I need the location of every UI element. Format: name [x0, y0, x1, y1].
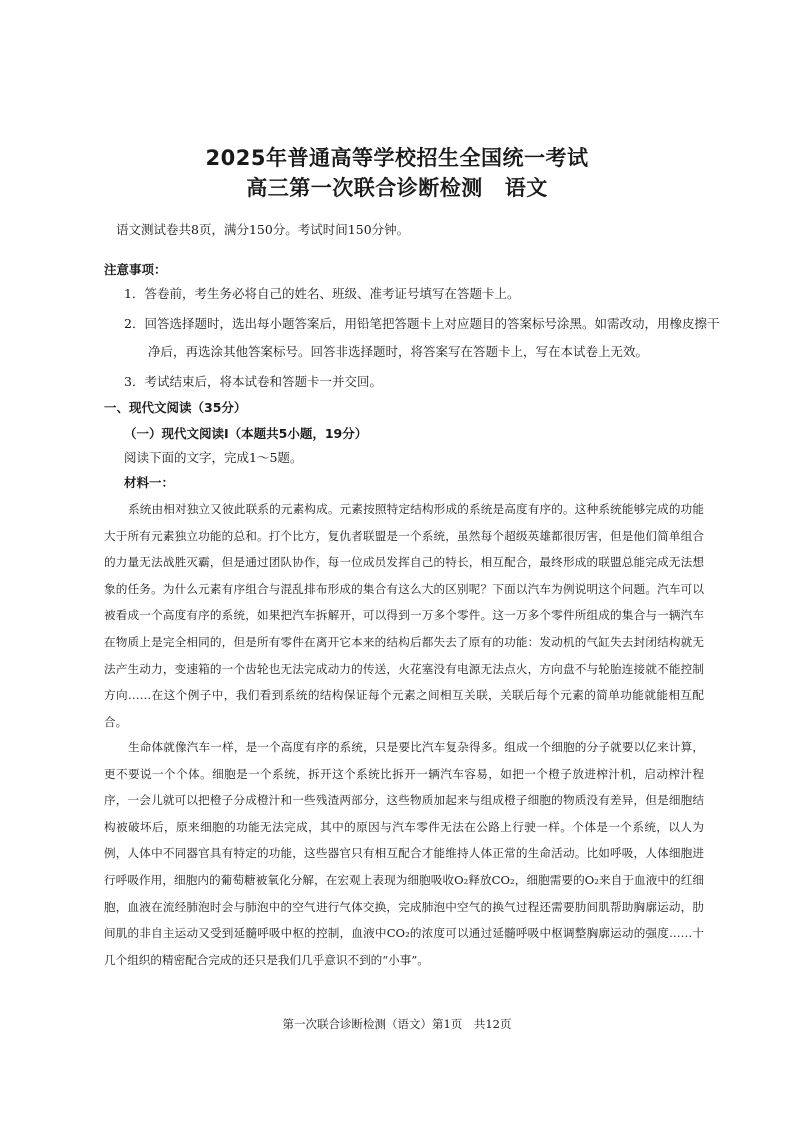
section-subtitle: （一）现代文阅读Ⅰ（本题共5小题，19分） [124, 426, 368, 441]
exam-info: 语文测试卷共8页，满分150分。考试时间150分钟。 [116, 222, 410, 237]
page-footer: 第一次联合诊断检测（语文）第1页 共12页 [282, 1017, 512, 1031]
notes-heading: 注意事项： [104, 262, 167, 277]
note-item: 1．答卷前，考生务必将自己的姓名、班级、准考证号填写在答题卡上。 [124, 286, 520, 301]
note-item: 2．回答选择题时，选出每小题答案后，用铅笔把答题卡上对应题目的答案标号涂黑。如需改动，用橡皮擦干 [124, 316, 720, 331]
subtitle-test-name: 高三第一次联合诊断检测 [246, 176, 483, 200]
material-paragraph: 生命体就像汽车一样，是一个高度有序的系统，只是要比汽车复杂得多。组成一个细胞的分子就要以亿来计算，更不要说一个个体。细胞是一个系统，拆开这个系统比拆开一辆汽车容易，如把一个橙子放进榨汁机，启动榨汁程序，一会儿就可以把橙子分成橙汁和一些残渣两部分，这些物质加起来与组成橙子细胞的物质没有差异，但是细胞结构被破坏后，原来细胞的功能无法完成，其中的原因与汽车零件无法在公路上行驶一样。个体是一个系统，以人为例，人体中不同器官具有特定的功能，这些器官只有相互配合才能维持人体正常的生命活动。比如呼吸，人体细胞进行呼吸作用，细胞内的葡萄糖被氧化分解，在宏观上表现为细胞吸收O₂释放CO₂，细胞需要的O₂来自于血液中的红细胞，血液在流经肺泡时会与肺泡中的空气进行气体交换，完成肺泡中空气的换气过程还需要肋间肌帮助胸廓运动，肋间肌的非自主运动又受到延髓呼吸中枢的控制，血液中CO₂的浓度可以通过延髓呼吸中枢调整胸廓运动的强度……十几个组织的精密配合完成的还只是我们几乎意识不到的“小事”。 [104, 740, 704, 967]
material-label: 材料一： [124, 475, 175, 490]
note-item: 3．考试结束后，将本试卷和答题卡一并交回。 [124, 374, 382, 389]
exam-subtitle [0, 172, 794, 202]
material-paragraph: 系统由相对独立又彼此联系的元素构成。元素按照特定结构形成的系统是高度有序的。这种系统能够完成的功能大于所有元素独立功能的总和。打个比方，复仇者联盟是一个系统，虽然每个超级英雄都很厉害，但是他们简单组合的力量无法战胜灭霸，但是通过团队协作，每一位成员发挥自己的特长，相互配合，最终形成的联盟总能完成无法想象的任务。为什么元素有序组合与混乱排布形成的集合有这么大的区别呢？下面以汽车为例说明这个问题。汽车可以被看成一个高度有序的系统，如果把汽车拆解开，可以得到一万多个零件。这一万多个零件所组成的集合与一辆汽车在物质上是完全相同的，但是所有零件在离开它本来的结构后都失去了原有的功能：发动机的气缸失去封闭结构就无法产生动力，变速箱的一个齿轮也无法完成动力的传送，火花塞没有电源无法点火，方向盘不与轮胎连接就不能控制方向……在这个例子中，我们看到系统的结构保证每个元素之间相互关联，关联后每个元素的简单功能就能相互配合。 [104, 502, 704, 729]
section-title: 一、现代文阅读（35分） [104, 400, 247, 415]
note-item-continued: 净后，再选涂其他答案标号。回答非选择题时，将答案写在答题卡上，写在本试卷上无效。 [148, 344, 649, 359]
exam-title: 2025年普通高等学校招生全国统一考试 [205, 146, 589, 170]
reading-instruction: 阅读下面的文字，完成1～5题。 [124, 450, 303, 465]
subtitle-subject: 语文 [504, 176, 548, 200]
